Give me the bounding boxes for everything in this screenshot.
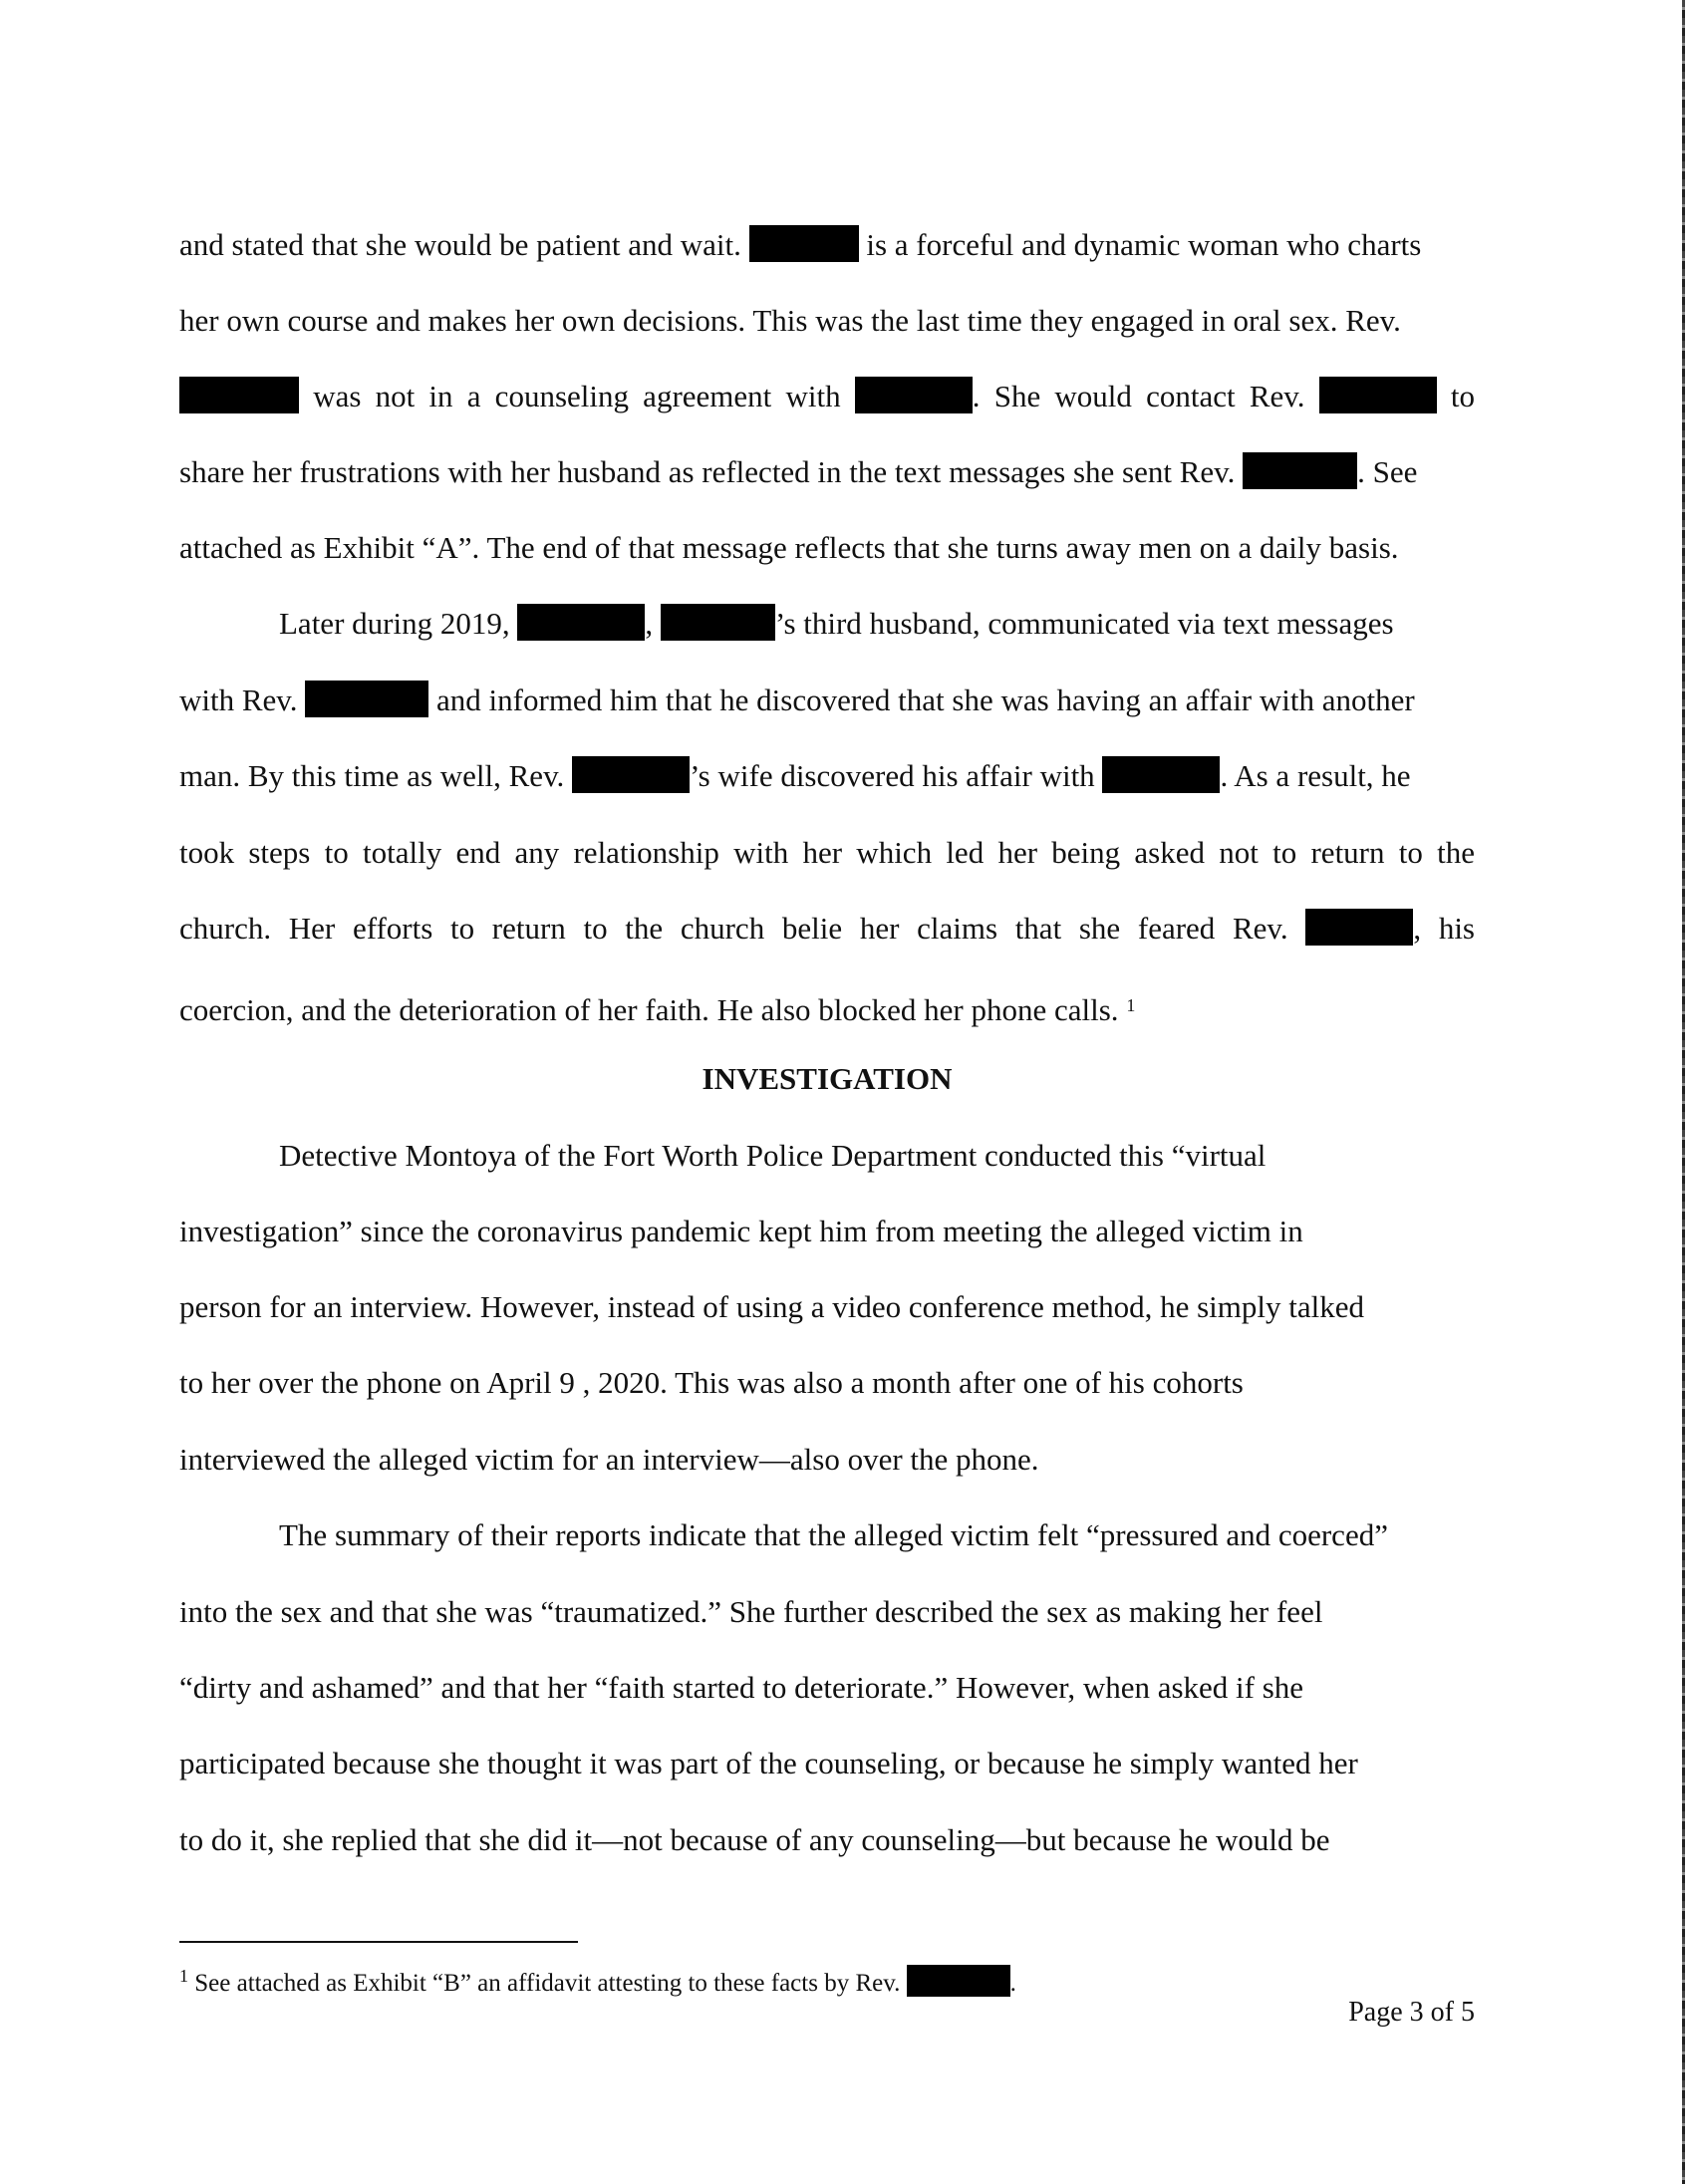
redaction-bar [1243,452,1357,489]
text-line: attached as Exhibit “A”. The end of that message reflects that she turns away men on a daily basis. [179,530,1399,565]
redaction-bar [305,681,428,717]
redaction-bar [661,604,775,641]
text-line [179,756,1475,796]
section-heading: INVESTIGATION [702,1061,953,1096]
redaction-bar [1305,909,1413,946]
text-segment: was not in a counseling agreement with [313,379,841,413]
text-line [179,985,1475,1030]
text-segment: with Rev. [179,682,298,717]
text-segment: ’s wife discovered his affair with [690,758,1095,793]
text-segment: . She would contact Rev. [972,379,1305,413]
text-line [179,452,1475,492]
text-line: person for an interview. However, instead of using a video conference method, he simply talked [179,1289,1365,1324]
text-segment: , [645,606,654,641]
footnote-separator [179,1941,578,1943]
text-line: participated because she thought it was part of the counseling, or because he simply wanted her [179,1746,1358,1780]
text-line: investigation” since the coronavirus pandemic kept him from meeting the alleged victim in [179,1214,1303,1248]
text-segment: . As a result, he [1220,758,1411,793]
footnote [179,1959,1016,2001]
redaction-bar [749,225,859,262]
text-segment: is a forceful and dynamic woman who charts [866,227,1422,262]
text-segment: to [1450,379,1476,413]
text-segment: , his [1413,911,1475,946]
text-line: into the sex and that she was “traumatized.” She further described the sex as making her feel [179,1594,1323,1629]
text-segment: and stated that she would be patient and wait. [179,227,741,262]
text-segment: and informed him that he discovered that she was having an affair with another [436,682,1415,717]
text-segment: church. Her efforts to return to the church belie her claims that she feared Rev. [179,911,1288,946]
text-line: to do it, she replied that she did it—not because of any counseling—but because he would be [179,1822,1330,1857]
text-line: The summary of their reports indicate that the alleged victim felt “pressured and coerced” [279,1517,1388,1552]
footnote-text: See attached as Exhibit “B” an affidavit attesting to these facts by Rev. [194,1970,901,1997]
text-line: Detective Montoya of the Fort Worth Police Department conducted this “virtual [279,1138,1267,1173]
text-line: “dirty and ashamed” and that her “faith started to deteriorate.” However, when asked if she [179,1670,1304,1705]
footnote-marker: 1 [179,1966,188,1986]
footnote-end: . [1009,1970,1016,1997]
redaction-bar [179,377,299,413]
text-line: took steps to totally end any relationship with her which led her being asked not to return to the [179,835,1475,870]
redaction-bar [517,604,645,641]
text-segment: . See [1357,454,1418,489]
text-segment: share her frustrations with her husband as reflected in the text messages she sent Rev. [179,454,1236,489]
text-segment: man. By this time as well, Rev. [179,758,565,793]
text-line [179,909,1475,949]
redaction-bar [1102,756,1220,793]
footnote-reference: 1 [1126,995,1136,1015]
redaction-bar [572,756,690,793]
text-line: interviewed the alleged victim for an interview—also over the phone. [179,1442,1039,1477]
text-line [179,681,1475,720]
redaction-bar [907,1965,1010,1997]
text-line: her own course and makes her own decisions. This was the last time they engaged in oral sex. Rev. [179,303,1401,338]
text-line: to her over the phone on April 9 , 2020. This was also a month after one of his cohorts [179,1365,1244,1400]
text-line [179,225,1475,265]
text-segment: ’s third husband, communicated via text messages [774,606,1394,641]
text-segment: Later during 2019, [279,606,510,641]
page-number: Page 3 of 5 [1348,1997,1475,2028]
redaction-bar [1319,377,1437,413]
redaction-bar [855,377,973,413]
text-segment: coercion, and the deterioration of her faith. He also blocked her phone calls. [179,992,1119,1027]
text-line [179,377,1475,416]
text-line [279,604,1475,644]
scan-edge [1682,0,1685,2184]
